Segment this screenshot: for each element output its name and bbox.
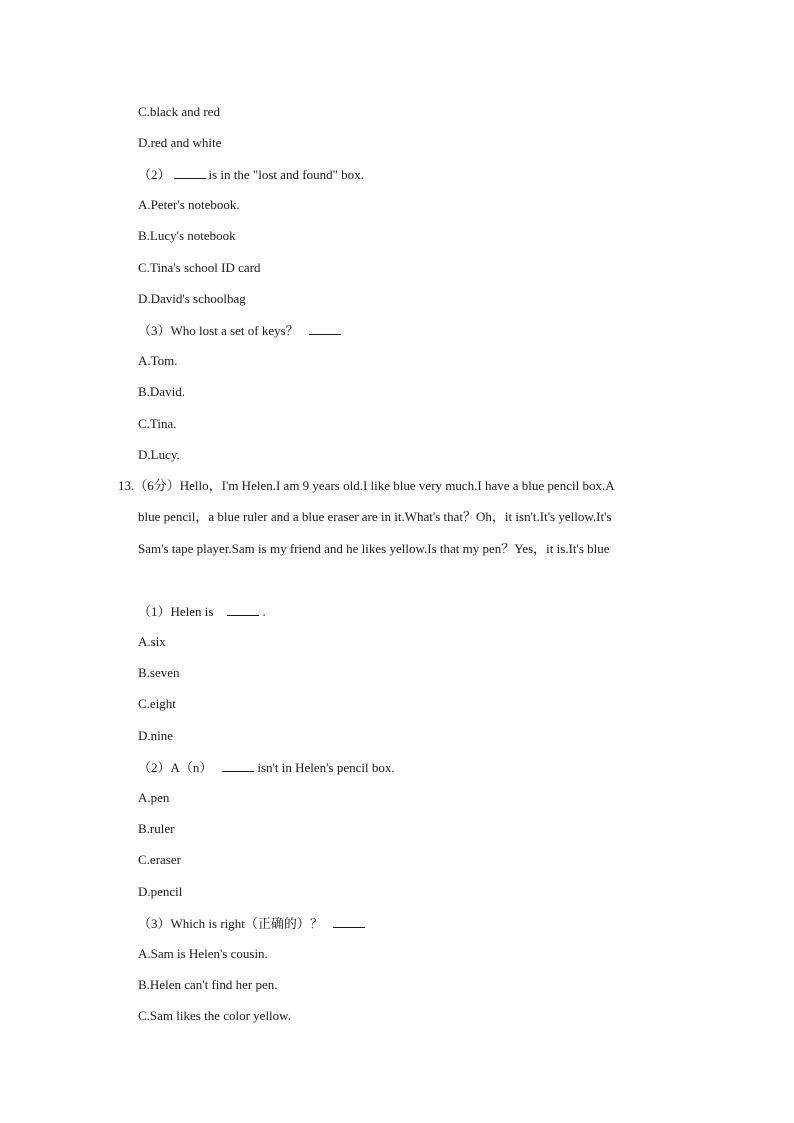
q13-sub3-option-c: C.Sam likes the color yellow. <box>138 1008 291 1023</box>
q13-sub1-question: （1）Helen is . <box>138 604 266 619</box>
q13-sub1-option-c: C.eight <box>138 696 176 711</box>
answer-blank[interactable] <box>174 166 206 179</box>
q12-sub2-option-b: B.Lucy's notebook <box>138 228 236 243</box>
q13-passage-line-1: Hello，I'm Helen.I am 9 years old.I like blue very much.I have a blue pencil box.A <box>179 478 615 493</box>
q12-sub2-option-a: A.Peter's notebook. <box>138 197 240 212</box>
q12-sub3-text: （3）Who lost a set of keys？ <box>138 323 299 338</box>
q13-sub2-suffix: isn't in Helen's pencil box. <box>257 760 395 775</box>
q12-option-d: D.red and white <box>138 135 222 150</box>
q13-sub3-option-b: B.Helen can't find her pen. <box>138 977 278 992</box>
q13-sub2-option-b: B.ruler <box>138 821 175 836</box>
q13-sub1-option-b: B.seven <box>138 665 180 680</box>
q12-sub2-suffix: is in the "lost and found" box. <box>208 167 364 182</box>
q12-sub2-option-d: D.David's schoolbag <box>138 291 246 306</box>
q13-number: 13. <box>118 478 135 493</box>
q12-option-c: C.black and red <box>138 104 220 119</box>
q12-sub2-option-c: C.Tina's school ID card <box>138 260 261 275</box>
q13-passage-line-2: blue pencil，a blue ruler and a blue eraser are in it.What's that？Oh，it isn't.It's yellow.It's <box>138 509 612 524</box>
q13-sub3-question <box>138 915 368 932</box>
q12-sub3-question <box>138 322 344 339</box>
q13-sub2-option-a: A.pen <box>138 790 170 805</box>
q13-sub2-question <box>138 759 395 776</box>
q13-passage-line-3: Sam's tape player.Sam is my friend and he likes yellow.Is that my pen？Yes，it is.It's blue <box>138 541 610 556</box>
q13-sub1-text: （1）Helen is <box>138 604 214 619</box>
answer-blank[interactable] <box>227 603 259 616</box>
q13-sub1-option-d: D.nine <box>138 728 174 743</box>
q13-sub1-option-a: A.six <box>138 634 166 649</box>
q12-sub2-question <box>138 166 364 183</box>
q13-sub3-option-a: A.Sam is Helen's cousin. <box>138 946 268 961</box>
q13-sub2-option-d: D.pencil <box>138 884 183 899</box>
q12-sub3-option-a: A.Tom. <box>138 353 178 368</box>
q13-sub2-option-c: C.eraser <box>138 852 181 867</box>
q12-sub2-prefix: （2） <box>138 167 171 182</box>
q13-header <box>118 478 615 494</box>
q13-score: （6分） <box>134 478 180 493</box>
answer-blank[interactable] <box>222 759 254 772</box>
q12-sub3-option-d: D.Lucy. <box>138 447 180 462</box>
q12-sub3-option-c: C.Tina. <box>138 416 177 431</box>
q12-sub3-option-b: B.David. <box>138 384 185 399</box>
q13-sub3-text: （3）Which is right（正确的）？ <box>138 916 323 931</box>
answer-blank[interactable] <box>333 915 365 928</box>
answer-blank[interactable] <box>309 322 341 335</box>
q13-sub2-prefix: （2）A（n） <box>138 760 213 775</box>
